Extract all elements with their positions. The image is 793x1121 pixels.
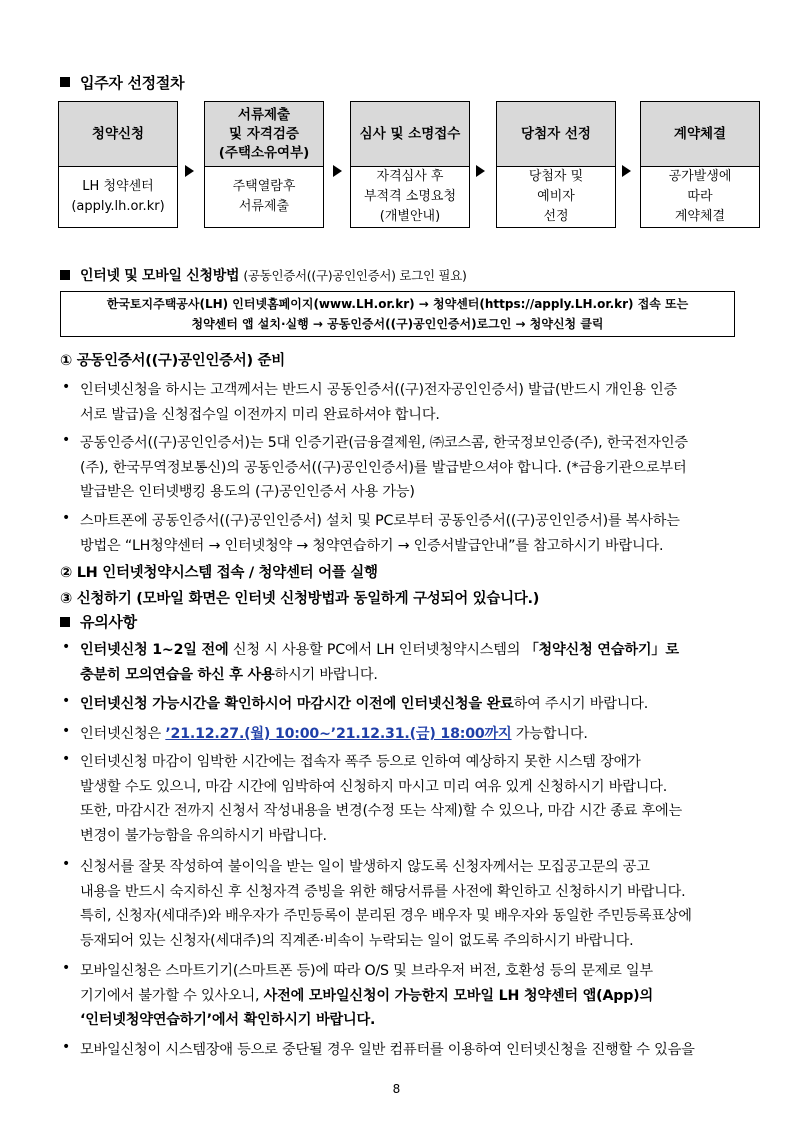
text: 기기에서 불가할 수 있사오니,	[80, 987, 264, 1004]
section-marker-icon	[60, 77, 70, 87]
arrow-right-icon	[622, 165, 631, 177]
bullet-icon: •	[62, 379, 71, 395]
arrow-right-icon	[185, 165, 194, 177]
text-line: 스마트폰에 공동인증서((구)공인인증서) 설치 및 PC로부터 공동인증서((구)공인인증서)를 복사하는	[80, 513, 680, 529]
note-fallback: 모바일신청이 시스템장애 등으로 중단될 경우 일반 컴퓨터를 이용하여 인터넷신청을 진행할 수 있음을	[80, 1042, 695, 1058]
step-body: 당첨자 및 예비자 선정	[528, 169, 584, 224]
step-head: 당첨자 선정	[497, 102, 615, 167]
emphasis-text: 「청약신청 연습하기」로	[524, 642, 679, 658]
text-line: 발급받은 인터넷뱅킹 용도의 (구)공인인증서 사용 가능)	[80, 484, 415, 500]
text-line: 모바일신청은 스마트기기(스마트폰 등)에 따라 O/S 및 브라우저 버전, 호환성 등의 문제로 일부	[80, 963, 653, 979]
heading-access: ② LH 인터넷청약시스템 접속 / 청약센터 어플 실행	[60, 565, 378, 581]
paragraph-certificate-2	[80, 431, 740, 505]
notice-line: 한국토지주택공사(LH) 인터넷홈페이지(www.LH.or.kr) → 청약센터(https://apply.LH.or.kr) 접속 또는	[106, 297, 689, 311]
bullet-icon: •	[62, 693, 71, 709]
bullet-icon: •	[62, 432, 71, 448]
text-line: 인터넷신청 마감이 임박한 시간에는 접속자 폭주 등으로 인하여 예상하지 못한 시스템 장애가	[80, 754, 641, 770]
section-title-online	[80, 265, 467, 285]
text-line: ‘인터넷청약연습하기’에서 확인하시기 바랍니다.	[80, 1012, 376, 1028]
arrow-right-icon	[476, 165, 485, 177]
section-marker-icon	[60, 270, 70, 280]
section-title-note: (공동인증서((구)공인인증서) 로그인 필요)	[243, 268, 467, 283]
text: 인터넷신청은	[80, 726, 166, 742]
step-head: 청약신청	[59, 102, 177, 167]
text-line: 공동인증서((구)공인인증서)는 5대 인증기관(금융결제원, ㈜코스콤, 한국정보인증(주), 한국전자인증	[80, 435, 688, 451]
step-winner	[496, 101, 616, 228]
step-head: 심사 및 소명접수	[351, 102, 469, 167]
step-body: LH 청약센터 (apply.lh.or.kr)	[71, 179, 165, 214]
emphasis-text: 인터넷신청 1~2일 전에	[80, 642, 229, 658]
bullet-icon: •	[62, 639, 71, 655]
note-period	[80, 722, 740, 747]
bullet-icon: •	[62, 856, 71, 872]
step-head: 서류제출 및 자격검증 (주택소유여부)	[205, 102, 323, 167]
step-review	[350, 101, 470, 228]
note-accuracy	[80, 855, 740, 953]
text-line: 또한, 마감시간 전까지 신청서 작성내용을 변경(수정 또는 삭제)할 수 있으나, 마감 시간 종료 후에는	[80, 803, 683, 819]
bullet-icon: •	[62, 960, 71, 976]
emphasis-text: 인터넷신청 가능시간을 확인하시어 마감시간 이전에 인터넷신청을 완료	[80, 696, 514, 712]
note-practice	[80, 638, 740, 687]
note-system-load	[80, 750, 740, 848]
text-line: 등재되어 있는 신청자(세대주)의 직계존·비속이 누락되는 일이 없도록 주의하시기 바랍니다.	[80, 932, 634, 949]
heading-certificate: ① 공동인증서((구)공인인증서) 준비	[60, 353, 285, 369]
bullet-icon: •	[62, 723, 71, 739]
text: 하시기 바랍니다.	[274, 666, 378, 683]
step-documents	[204, 101, 324, 228]
text-line: 발생할 수도 있으니, 마감 시간에 임박하여 신청하지 마시고 미리 여유 있게 신청하시기 바랍니다.	[80, 778, 668, 795]
paragraph-certificate-3	[80, 509, 740, 558]
heading-apply: ③ 신청하기 (모바일 화면은 인터넷 신청방법과 동일하게 구성되어 있습니다.)	[60, 591, 540, 607]
text-line: 인터넷신청을 하시는 고객께서는 반드시 공동인증서((구)전자공인인증서) 발급(반드시 개인용 인증	[80, 382, 678, 398]
note-deadline	[80, 692, 740, 717]
step-body: 자격심사 후 부적격 소명요청 (개별안내)	[363, 169, 457, 224]
step-body: 주택열람후 서류제출	[232, 179, 296, 214]
arrow-right-icon	[333, 165, 342, 177]
bullet-icon: •	[62, 751, 71, 767]
note-mobile	[80, 959, 740, 1033]
text-line: 특히, 신청자(세대주)와 배우자가 주민등록이 분리된 경우 배우자 및 배우자와 동일한 주민등록표상에	[80, 908, 692, 924]
bullet-icon: •	[62, 1039, 71, 1055]
section-title-text: 인터넷 및 모바일 신청방법	[80, 268, 240, 284]
text-line: 방법은 “LH청약센터 → 인터넷청약 → 청약연습하기 → 인증서발급안내”를 참고하시기 바랍니다.	[80, 537, 664, 554]
step-body: 공가발생에 따라 계약체결	[668, 169, 732, 224]
paragraph-certificate-1	[80, 378, 740, 427]
page-number: 8	[392, 1082, 401, 1096]
notice-line: 청약센터 앱 설치·실행 → 공동인증서((구)공인인증서)로그인 → 청약신청 클릭	[191, 317, 604, 331]
text-line	[80, 984, 740, 1009]
emphasis-text: 사전에 모바일신청이 가능한지 모바일 LH 청약센터 앱(App)의	[263, 987, 653, 1004]
section-marker-icon	[60, 617, 70, 627]
text: 하여 주시기 바랍니다.	[513, 696, 649, 712]
application-period-link[interactable]: ’21.12.27.(월) 10:00~’21.12.31.(금) 18:00까지	[165, 726, 512, 742]
text-line: 내용을 반드시 숙지하신 후 신청자격 증빙을 위한 해당서류를 사전에 확인하고 신청하시기 바랍니다.	[80, 883, 686, 900]
text: 가능합니다.	[511, 726, 588, 742]
section-title-notes: 유의사항	[80, 613, 137, 631]
section-title-selection: 입주자 선정절차	[80, 74, 185, 92]
text: 신청 시 사용할 PC에서 LH 인터넷청약시스템의	[228, 642, 525, 658]
step-contract	[640, 101, 760, 228]
step-application	[58, 101, 178, 228]
text-line: 변경이 불가능함을 유의하시기 바랍니다.	[80, 827, 327, 844]
text-line: 신청서를 잘못 작성하여 불이익을 받는 일이 발생하지 않도록 신청자께서는 모집공고문의 공고	[80, 859, 650, 875]
text-line: (주), 한국무역정보통신)의 공동인증서((구)공인인증서)를 발급받으셔야 합니다. (*금융기관으로부터	[80, 459, 687, 476]
notice-box	[60, 291, 735, 337]
bullet-icon: •	[62, 510, 71, 526]
text-line: 서로 발급)을 신청접수일 이전까지 미리 완료하셔야 합니다.	[80, 406, 440, 423]
emphasis-text: 충분히 모의연습을 하신 후 사용	[80, 666, 275, 683]
step-head: 계약체결	[641, 102, 759, 167]
